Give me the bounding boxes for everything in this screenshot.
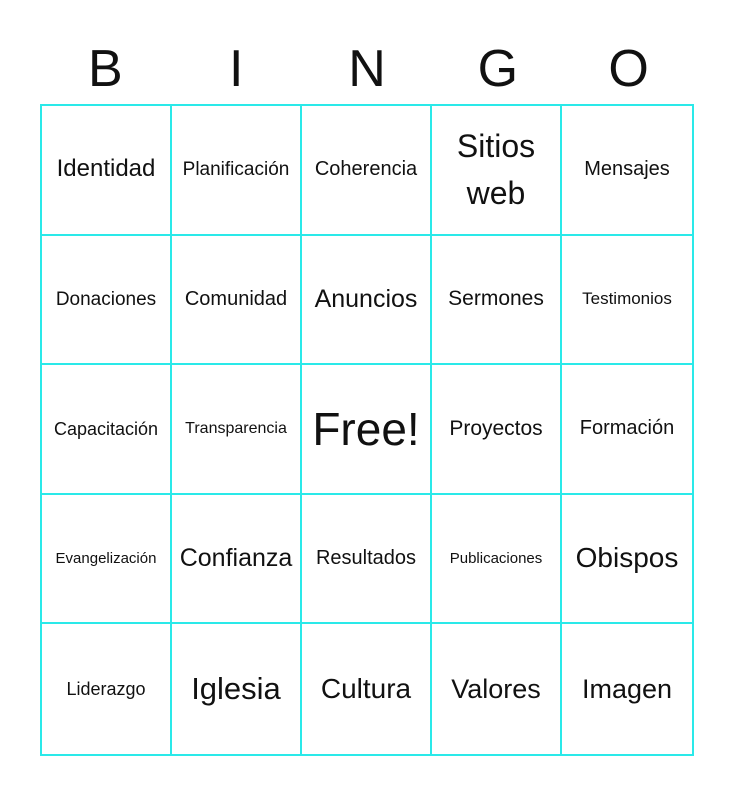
bingo-cell[interactable]: Donaciones	[42, 236, 172, 366]
bingo-title	[40, 0, 694, 104]
bingo-cell[interactable]: Coherencia	[302, 106, 432, 236]
bingo-cell[interactable]: Sermones	[432, 236, 562, 366]
title-letter-b: B	[88, 40, 123, 98]
bingo-cell[interactable]: Capacitación	[42, 365, 172, 495]
bingo-cell[interactable]: Liderazgo	[42, 624, 172, 754]
bingo-cell[interactable]: Proyectos	[432, 365, 562, 495]
bingo-cell[interactable]: Planificación	[172, 106, 302, 236]
bingo-cell[interactable]: Publicaciones	[432, 495, 562, 625]
bingo-cell[interactable]: Formación	[562, 365, 692, 495]
bingo-cell[interactable]: Transparencia	[172, 365, 302, 495]
bingo-cell[interactable]: Confianza	[172, 495, 302, 625]
bingo-cell[interactable]: Comunidad	[172, 236, 302, 366]
title-letter-g: G	[477, 40, 519, 98]
bingo-cell[interactable]: Imagen	[562, 624, 692, 754]
title-letter-o: O	[608, 40, 649, 98]
title-letter-i: I	[228, 40, 244, 98]
bingo-board	[40, 104, 694, 756]
bingo-cell[interactable]: Obispos	[562, 495, 692, 625]
free-cell[interactable]: Free!	[302, 365, 432, 495]
bingo-cell[interactable]: Valores	[432, 624, 562, 754]
bingo-cell[interactable]: Iglesia	[172, 624, 302, 754]
title-letter-n: N	[348, 40, 386, 98]
bingo-cell[interactable]: Cultura	[302, 624, 432, 754]
bingo-cell[interactable]: Sitios web	[432, 106, 562, 236]
bingo-cell[interactable]: Identidad	[42, 106, 172, 236]
bingo-cell[interactable]: Anuncios	[302, 236, 432, 366]
bingo-cell[interactable]: Mensajes	[562, 106, 692, 236]
bingo-cell[interactable]: Evangelización	[42, 495, 172, 625]
bingo-cell[interactable]: Resultados	[302, 495, 432, 625]
bingo-cell[interactable]: Testimonios	[562, 236, 692, 366]
